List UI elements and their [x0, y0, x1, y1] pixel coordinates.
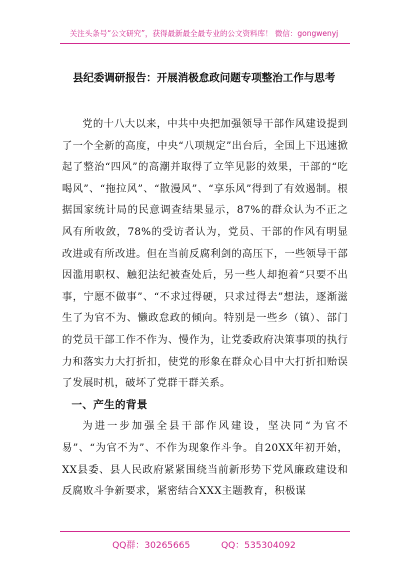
footer-contact	[0, 538, 408, 551]
header-divider	[60, 43, 350, 44]
footer-qq-group: QQ群：30265665	[112, 541, 191, 551]
header-notice: 关注头条号“公文研究”，获得最新最全最专业的公文资料库！ 微信：gongwenyj	[69, 29, 339, 38]
document-title: 县纪委调研报告：开展消极怠政问题专项整治工作与思考	[72, 72, 336, 84]
section-heading: 一、产生的背景	[71, 398, 148, 411]
footer-divider	[60, 531, 350, 532]
footer-qq: QQ：535304092	[221, 541, 296, 551]
body-paragraph: 党的十八大以来，中共中央把加强领导干部作风建设提到了一个全新的高度，中央“八项规定”出台后，全国上下迅速掀起了整治“四风”的高潮并取得了立竿见影的效果，干部的“吃喝风”、“拖拉风”、“散漫风”、“享乐风”得到了有效遏制。根据国家统计局的民意调查结果显示，87%的群众认为不正之风有所收敛，78%的受访者认为，党员、干部的作风有明显改进或有所改进。但在当前反腐利剑的高压下，一些领导干部因滥用职权、触犯法纪被查处后，另一些人却抱着“只要不出事，宁愿不做事”、“不求过得硬，只求过得去”想法，逐渐滋生了为官不为、懒政怠政的倾向。特别是一些乡（镇）、部门的党员干部工作不作为、慢作为，让党委政府决策事项的执行力和落实力大打折扣，使党的形象在群众心目中大打折扣贻误了发展时机，破坏了党群干群关系。	[62, 119, 348, 390]
document-body	[62, 114, 348, 503]
body-paragraph: 为进一步加强全县干部作风建设，坚决同“为官不易”、“为官不为”、不作为现象作斗争。自20XX年初开始，XX县委、县人民政府紧紧围绕当前新形势下党风廉政建设和反腐败斗争新要求，紧密结合XXX主题教育，积极谋	[62, 421, 348, 498]
